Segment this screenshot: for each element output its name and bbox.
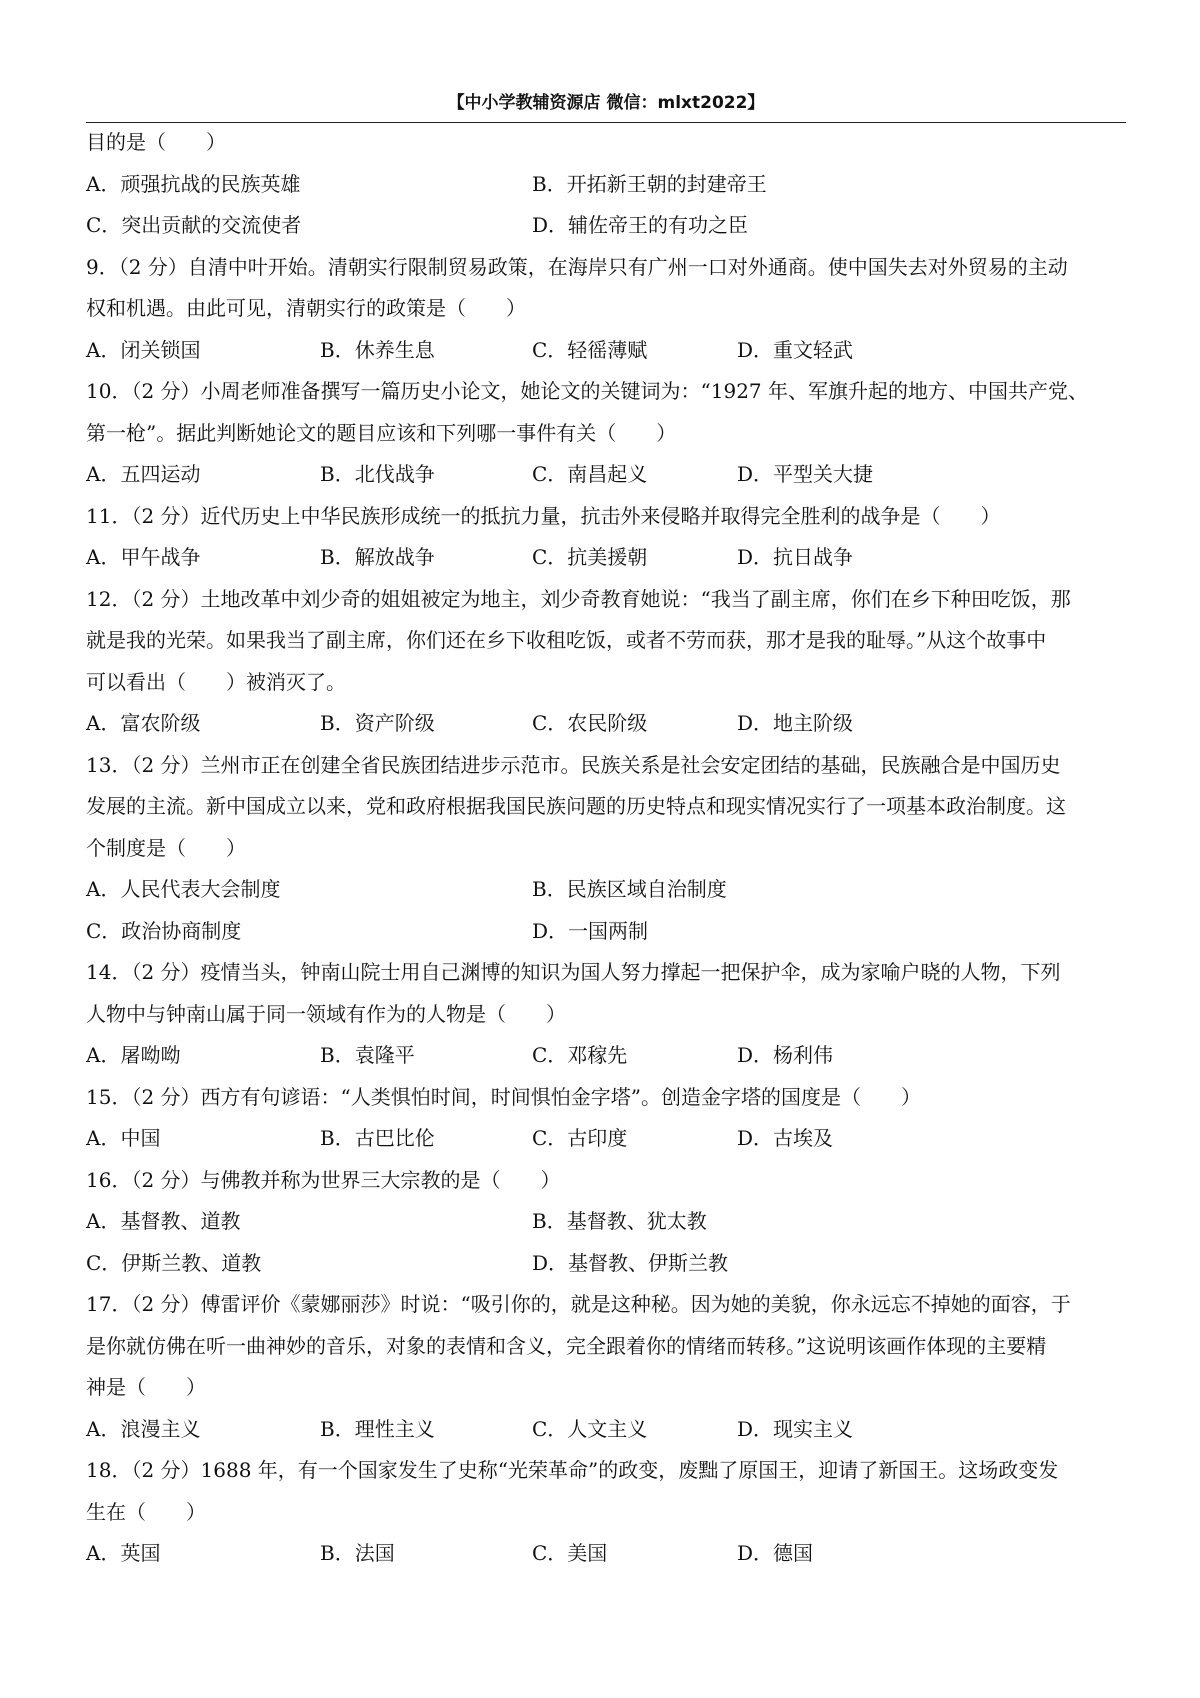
q11-options: [86, 537, 1126, 579]
q12-option-a: A．富农阶级: [86, 711, 201, 735]
question-content: [86, 122, 1126, 1575]
q17-option-a: A．浪漫主义: [86, 1416, 201, 1441]
q14-option-b: B．袁隆平: [320, 1043, 415, 1067]
q11-option-c: C．抗美援朝: [532, 545, 648, 569]
q12-options: [86, 703, 1126, 745]
q13-stem-line-1: 13．（2 分）兰州市正在创建全省民族团结进步示范市。民族关系是社会安定团结的基础，民族融合是中国历史: [86, 752, 1061, 777]
q14-options: [86, 1035, 1126, 1077]
q9-option-d: D．重文轻武: [737, 337, 854, 362]
q15-option-a: A．中国: [86, 1126, 161, 1150]
q10-option-c: C．南昌起义: [532, 462, 648, 486]
q14-stem-line-2: 人物中与钟南山属于同一领域有作为的人物是（ ）: [86, 1001, 566, 1026]
q13-stem-line-3: 个制度是（ ）: [86, 835, 246, 860]
q13-options-row-1: [86, 869, 1126, 911]
q18-stem-line-1: 18．（2 分）1688 年，有一个国家发生了史称“光荣革命”的政变，废黜了原国王，迎请了新国王。这场政变发: [86, 1458, 1059, 1482]
q12-option-d: D．地主阶级: [737, 711, 854, 735]
q9-option-b: B．休养生息: [320, 337, 435, 362]
q10-option-a: A．五四运动: [86, 462, 201, 486]
q16-stem-line-1: 16．（2 分）与佛教并称为世界三大宗教的是（ ）: [86, 1167, 561, 1192]
q8-tail: 目的是（ ）: [86, 130, 226, 154]
q18-option-d: D．德国: [737, 1541, 814, 1565]
q14-option-d: D．杨利伟: [737, 1043, 834, 1067]
q17-options: [86, 1409, 1126, 1451]
q10-option-d: D．平型关大捷: [737, 462, 874, 486]
q14-option-a: A．屠呦呦: [86, 1043, 181, 1067]
q17-stem-line-1: 17．（2 分）傅雷评价《蒙娜丽莎》时说：“吸引你的，就是这种秘。因为她的美貌，你永远忘不掉她的面容，于: [86, 1292, 1071, 1316]
q9-option-c: C．轻徭薄赋: [532, 337, 648, 362]
q8-option-b: B．开拓新王朝的封建帝王: [532, 171, 767, 196]
q16-option-a: A．基督教、道教: [86, 1209, 241, 1233]
q17-stem-line-2: 是你就仿佛在听一曲神妙的音乐，对象的表情和含义，完全跟着你的情绪而转移。”这说明该画作体现的主要精: [86, 1333, 1047, 1358]
q13-options-row-2: [86, 911, 1126, 953]
q13-stem-line-2: 发展的主流。新中国成立以来，党和政府根据我国民族问题的历史特点和现实情况实行了一项基本政治制度。这: [86, 794, 1066, 818]
q14-option-c: C．邓稼先: [532, 1043, 628, 1067]
q10-options: [86, 454, 1126, 496]
q11-stem-line-1: 11．（2 分）近代历史上中华民族形成统一的抵抗力量，抗击外来侵略并取得完全胜利的战争是（ ）: [86, 503, 1001, 528]
q15-option-d: D．古埃及: [737, 1126, 834, 1150]
q18-option-c: C．美国: [532, 1541, 608, 1565]
q11-option-a: A．甲午战争: [86, 545, 201, 569]
q15-option-b: B．古巴比伦: [320, 1126, 435, 1150]
q10-option-b: B．北伐战争: [320, 462, 435, 486]
q12-stem-line-3: 可以看出（ ）被消灭了。: [86, 669, 346, 694]
q16-option-b: B．基督教、犹太教: [532, 1209, 707, 1233]
q9-options: [86, 330, 1126, 372]
q16-option-d: D．基督教、伊斯兰教: [532, 1250, 729, 1275]
q16-options-row-2: [86, 1243, 1126, 1285]
q16-options-row-1: [86, 1201, 1126, 1243]
page-header: 【中小学教辅资源店 微信：mlxt2022】: [86, 88, 1126, 123]
q17-option-d: D．现实主义: [737, 1416, 854, 1441]
q13-option-c: C．政治协商制度: [86, 918, 242, 943]
q13-option-a: A．人民代表大会制度: [86, 877, 281, 901]
q13-option-b: B．民族区域自治制度: [532, 877, 727, 901]
q17-stem-line-3: 神是（ ）: [86, 1375, 206, 1399]
q11-option-d: D．抗日战争: [737, 545, 854, 569]
q9-stem-line-1: 9．（2 分）自清中叶开始。清朝实行限制贸易政策，在海岸只有广州一口对外通商。使中国失去对外贸易的主动: [86, 254, 1068, 279]
q14-stem-line-1: 14．（2 分）疫情当头，钟南山院士用自己渊博的知识为国人努力撑起一把保护伞，成为家喻户晓的人物，下列: [86, 960, 1061, 984]
q18-stem-line-2: 生在（ ）: [86, 1499, 206, 1524]
q16-option-c: C．伊斯兰教、道教: [86, 1250, 262, 1275]
q9-option-a: A．闭关锁国: [86, 337, 201, 362]
q8-option-c: C．突出贡献的交流使者: [86, 213, 302, 237]
q13-option-d: D．一国两制: [532, 918, 649, 943]
q12-stem-line-2: 就是我的光荣。如果我当了副主席，你们还在乡下收租吃饭，或者不劳而获，那才是我的耻辱。”从这个故事中: [86, 628, 1047, 652]
q18-option-a: A．英国: [86, 1541, 161, 1565]
q12-stem-line-1: 12．（2 分）土地改革中刘少奇的姐姐被定为地主，刘少奇教育她说：“我当了副主席，你们在乡下种田吃饭，那: [86, 586, 1071, 611]
q8-option-d: D．辅佐帝王的有功之臣: [532, 213, 749, 237]
q15-stem-line-1: 15．（2 分）西方有句谚语：“人类惧怕时间，时间惧怕金字塔”。创造金字塔的国度是（ ）: [86, 1084, 921, 1109]
q18-option-b: B．法国: [320, 1541, 395, 1565]
q10-stem-line-1: 10．（2 分）小周老师准备撰写一篇历史小论文，她论文的关键词为：“1927 年、军旗升起的地方、中国共产党、: [86, 379, 1089, 403]
q15-options: [86, 1118, 1126, 1160]
q8-option-a: A．顽强抗战的民族英雄: [86, 171, 301, 196]
q17-option-c: C．人文主义: [532, 1416, 648, 1441]
q15-option-c: C．古印度: [532, 1126, 628, 1150]
q12-option-c: C．农民阶级: [532, 711, 648, 735]
q9-stem-line-2: 权和机遇。由此可见，清朝实行的政策是（ ）: [86, 296, 526, 320]
q18-options: [86, 1533, 1126, 1575]
q12-option-b: B．资产阶级: [320, 711, 435, 735]
q10-stem-line-2: 第一枪”。据此判断她论文的题目应该和下列哪一事件有关（ ）: [86, 420, 677, 445]
q8-options-row-1: [86, 164, 1126, 206]
q8-options-row-2: [86, 205, 1126, 247]
q11-option-b: B．解放战争: [320, 545, 435, 569]
q17-option-b: B．理性主义: [320, 1416, 435, 1441]
